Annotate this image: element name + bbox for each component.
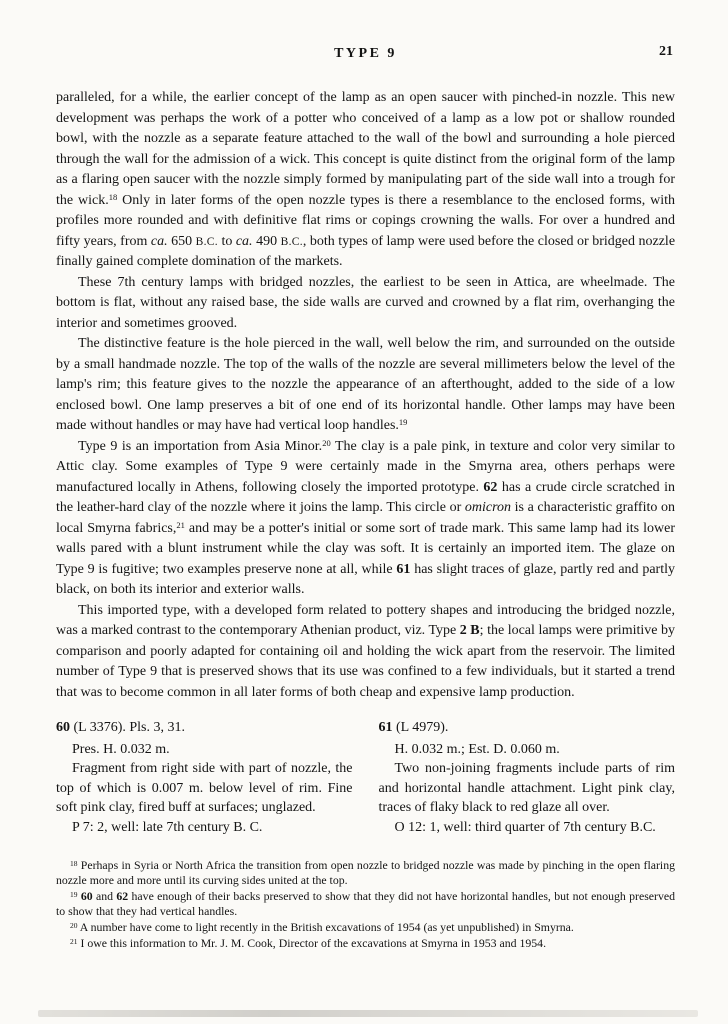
catalog-heading bbox=[379, 718, 676, 738]
catalog-context: P 7: 2, well: late 7th century B. C. bbox=[72, 819, 263, 835]
footnotes-section bbox=[56, 858, 675, 952]
text-segment: 21 bbox=[176, 519, 185, 530]
text-segment: 650 bbox=[167, 233, 196, 249]
text-segment: These 7th century lamps with bridged nozzles, the earliest to be seen in Attica, are wheelmade. The bottom is flat, without any raised base, the side walls are curved and crowned by a flat rim, overhanging the interior and sometimes grooved. bbox=[56, 274, 675, 331]
page-header bbox=[56, 44, 675, 66]
text-segment: (L 3376). Pls. 3, 31. bbox=[70, 720, 185, 735]
text-segment: ca. bbox=[150, 233, 168, 249]
text-segment: , both types of lamp were used before the closed or bridged nozzle finally gained complete domination of the markets. bbox=[56, 233, 676, 269]
catalog-section bbox=[56, 718, 675, 838]
text-segment: 61 bbox=[396, 561, 411, 577]
text-segment: 2 B bbox=[459, 623, 480, 638]
text-segment: 62 bbox=[116, 888, 129, 903]
scan-artifact bbox=[38, 1010, 698, 1017]
catalog-heading bbox=[56, 718, 353, 738]
page-number: 21 bbox=[659, 44, 673, 59]
paragraph-2 bbox=[56, 273, 675, 335]
text-segment: 19 bbox=[398, 417, 408, 427]
text-segment: This imported type, with a developed form related to pottery shapes and introducing the bridged nozzle, was a marked contrast to the contemporary Athenian product, viz. Type bbox=[56, 602, 675, 638]
footnote-21 bbox=[56, 936, 675, 952]
text-segment: paralleled, for a while, the earlier concept of the lamp as an open saucer with pinched-in nozzle. This new development was perhaps the work of a potter who conceived of a lamp as a low pot or shallow rounded bowl, with the nozzle as a separate feature attached to the wall of the bowl and surrounding a hole pierced through the wall for the admission of a wick. This concept is quite distinct from the original form of the lamp as a flaring open saucer with the nozzle simply formed by manipulating part of the side wall into a trough for the wick. bbox=[56, 90, 675, 208]
catalog-measurement: H. 0.032 m.; Est. D. 0.060 m. bbox=[394, 741, 560, 757]
text-segment: Perhaps in Syria or North Africa the transition from open nozzle to bridged nozzle was made by pinching in the open flaring nozzle more and more until its curving sides united at the top. bbox=[56, 857, 675, 888]
text-segment: 60 bbox=[56, 720, 70, 735]
text-segment: 62 bbox=[483, 479, 498, 495]
catalog-context: O 12: 1, well: third quarter of 7th century B.C. bbox=[394, 819, 656, 835]
text-segment: Only in later forms of the open nozzle types is there a resemblance to the enclosed forms, with profiles more rounded and with definitive flat rims or copings crowning the walls. For over a hundred and fifty years, from bbox=[56, 192, 675, 249]
text-segment: (L 4979). bbox=[392, 720, 449, 735]
text-segment: ca. bbox=[235, 233, 253, 249]
text-segment: 20 bbox=[322, 437, 331, 448]
paragraph-5 bbox=[56, 601, 675, 704]
text-segment: 61 bbox=[378, 720, 393, 735]
catalog-measurement: Pres. H. 0.032 m. bbox=[72, 741, 170, 757]
footnote-18 bbox=[56, 858, 675, 889]
text-segment: and bbox=[92, 888, 117, 903]
text-segment: B.C. bbox=[280, 235, 303, 248]
text-segment: have enough of their backs preserved to show that they did not have horizontal handles, but not enough preserved to show that they had vertical handles. bbox=[56, 888, 676, 919]
text-segment: has a crude circle scratched in the leather-hard clay of the nozzle where it joins the lamp. This circle or bbox=[56, 479, 675, 515]
text-segment: 20 bbox=[70, 920, 78, 930]
text-segment: and may be a potter's initial or some sort of trade mark. This same lamp had its lower walls pared with a blunt instrument while the clay was soft. It is certainly an imported item. The glaze on Type 9 is fugitive; two examples preserve none at all, while bbox=[56, 520, 675, 577]
body-text bbox=[56, 88, 675, 703]
catalog-description: Two non-joining fragments include parts of rim and horizontal handle attachment. Light pink clay, traces of flaky black to red glaze all over. bbox=[378, 761, 675, 816]
text-segment: 21 bbox=[70, 936, 78, 946]
text-segment: 18 bbox=[70, 858, 78, 868]
text-segment: The clay is a pale pink, in texture and color very similar to Attic clay. Some examples of Type 9 were certainly made in the Smyrna area, others perhaps were manufactured locally in Athens, following closely the imported prototype. bbox=[56, 438, 675, 495]
text-segment: has slight traces of glaze, partly red and partly black, on both its interior and exterior walls. bbox=[56, 561, 675, 597]
catalog-description: Fragment from right side with part of nozzle, the top of which is 0.007 m. below level of rim. Fine soft pink clay, fired buff at surfaces; unglazed. bbox=[56, 761, 353, 816]
text-segment: I owe this information to Mr. J. M. Cook, Director of the excavations at Smyrna in 1953 and 1954. bbox=[77, 935, 547, 950]
text-segment: ; the local lamps were primitive by comparison and poorly adapted for containing oil and holding the wick apart from the reservoir. The limited number of Type 9 that is preserved shows that its use was confined to a few individuals, but it started a trend that was to become common in all later forms of both cheap and expensive lamp production. bbox=[56, 623, 675, 700]
paragraph-4 bbox=[56, 437, 675, 601]
text-segment: Type 9 is an importation from Asia Minor. bbox=[78, 438, 323, 454]
text-segment: 490 bbox=[252, 233, 281, 249]
text-segment: The distinctive feature is the hole pierced in the wall, well below the rim, and surrounded on the outside by a small handmade nozzle. The top of the walls of the nozzle are several millimeters below the level of the lamp's rim; this feature gives to the nozzle the appearance of an afterthought, added to the side of a low enclosed bowl. One lamp preserves a bit of one end of its horizontal handle. Other lamps may have been made without handles or may have had vertical loop handles. bbox=[56, 336, 675, 433]
paragraph-1 bbox=[56, 88, 675, 273]
running-head: TYPE 9 bbox=[334, 46, 397, 61]
text-segment: B.C. bbox=[195, 235, 218, 248]
catalog-entry-60 bbox=[56, 718, 353, 838]
text-segment: 18 bbox=[108, 191, 118, 202]
text-segment: to bbox=[217, 233, 236, 249]
text-segment: omicron bbox=[464, 500, 512, 515]
footnote-19 bbox=[56, 889, 675, 920]
paragraph-3 bbox=[56, 334, 675, 437]
text-segment: is a characteristic graffito on local Smyrna fabrics, bbox=[56, 500, 675, 536]
text-segment: A number have come to light recently in the British excavations of 1954 (as yet unpublished) in Smyrna. bbox=[77, 919, 574, 934]
footnote-20 bbox=[56, 920, 675, 936]
text-segment: 19 bbox=[70, 889, 78, 899]
text-segment: 60 bbox=[80, 888, 93, 903]
catalog-entry-61 bbox=[379, 718, 676, 838]
